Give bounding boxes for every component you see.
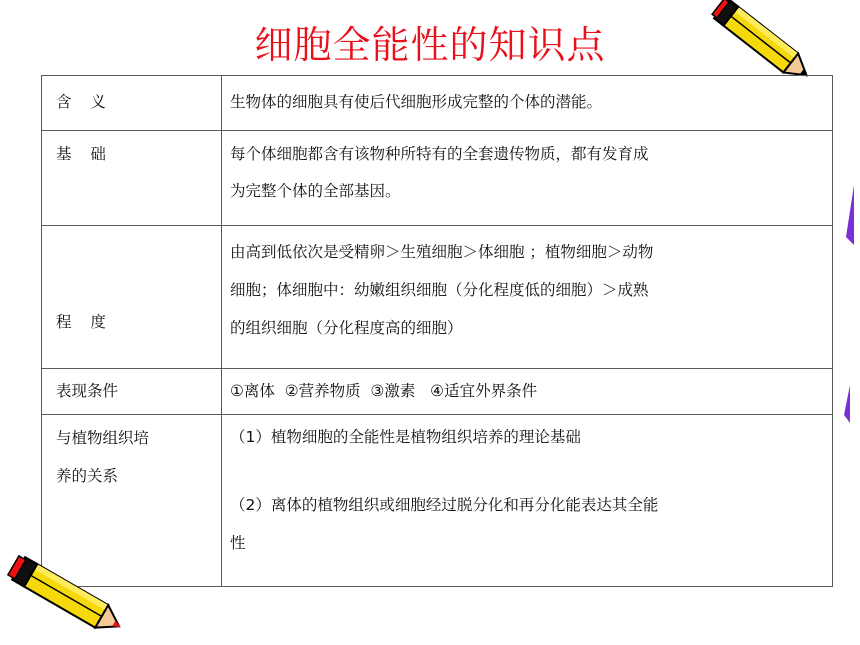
table-row — [42, 415, 833, 587]
row-label-cell — [42, 369, 222, 415]
row-content-line: （2）离体的植物组织或细胞经过脱分化和再分化能表达其全能 — [230, 496, 659, 514]
row-label: 程 度 — [56, 313, 106, 331]
row-content-line: 细胞；体细胞中：幼嫩组织细胞（分化程度低的细胞）＞成熟 — [230, 281, 649, 299]
table-row — [42, 76, 833, 131]
row-label: 与植物组织培 — [56, 429, 150, 447]
row-content-line: 每个体细胞都含有该物种所特有的全套遗传物质，都有发育成 — [230, 145, 649, 163]
row-label: 养的关系 — [56, 467, 119, 485]
row-label-cell — [42, 76, 222, 131]
row-content-line: 的组织细胞（分化程度高的细胞） — [230, 319, 463, 337]
page-title: 细胞全能性的知识点 — [254, 23, 606, 67]
row-content-line: 由高到低依次是受精卵＞生殖细胞＞体细胞 ；植物细胞＞动物 — [230, 243, 654, 261]
pencil-icon — [0, 548, 130, 640]
row-content-cell — [222, 226, 833, 369]
row-content-cell — [222, 76, 833, 131]
row-content-cell — [222, 415, 833, 587]
row-content-cell — [222, 131, 833, 226]
knowledge-table — [41, 75, 833, 587]
row-label: 含 义 — [56, 93, 106, 111]
pencil-icon — [706, 6, 816, 76]
row-content-cell — [222, 369, 833, 415]
line-gap — [230, 456, 826, 486]
row-content-line: ①离体 ②营养物质 ③激素 ④适宜外界条件 — [230, 382, 538, 400]
row-label: 基 础 — [56, 145, 106, 163]
row-label: 表现条件 — [56, 382, 119, 400]
row-content-line: 性 — [230, 534, 246, 552]
row-label-cell — [42, 131, 222, 226]
table-row — [42, 226, 833, 369]
purple-accent-mark — [842, 385, 850, 423]
table-row — [42, 131, 833, 226]
table-row — [42, 369, 833, 415]
row-content-line: 为完整个体的全部基因。 — [230, 182, 401, 200]
purple-accent-mark — [846, 185, 854, 245]
row-content-line: 生物体的细胞具有使后代细胞形成完整的个体的潜能。 — [230, 93, 603, 111]
row-label-cell — [42, 226, 222, 369]
row-content-line: （1）植物细胞的全能性是植物组织培养的理论基础 — [230, 428, 581, 446]
